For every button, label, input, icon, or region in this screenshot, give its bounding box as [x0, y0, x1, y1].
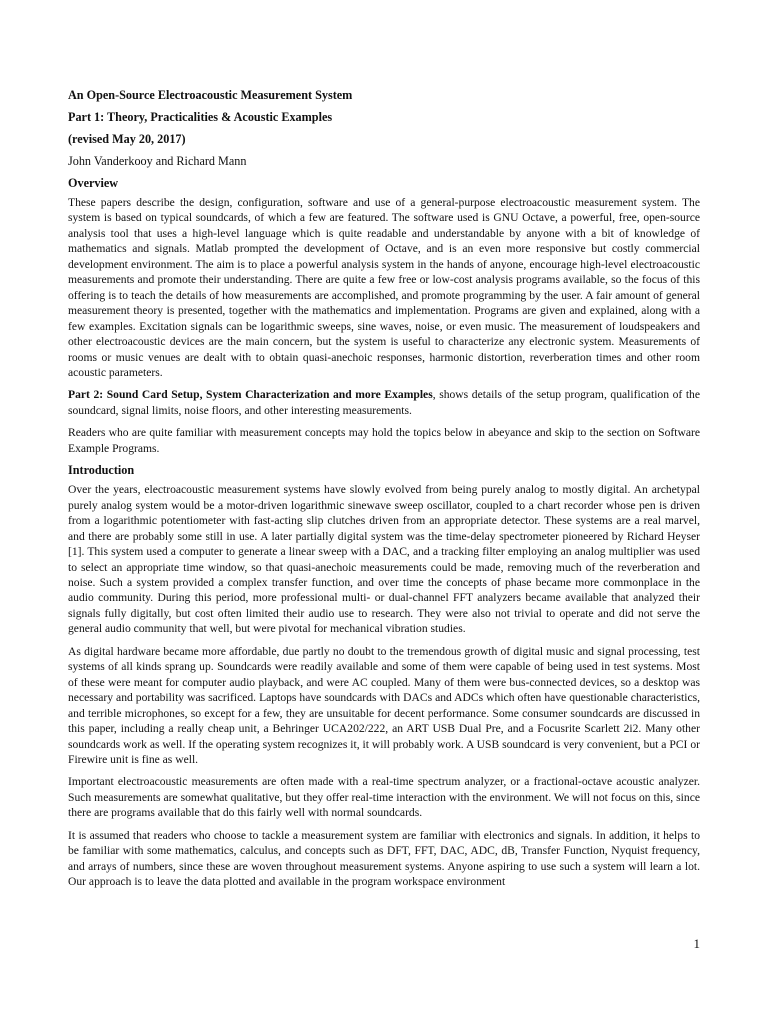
part2-lead-text: Part 2: Sound Card Setup, System Characterization and more Examples [68, 388, 433, 402]
document-page [68, 88, 700, 897]
revision-date: (revised May 20, 2017) [68, 132, 186, 146]
introduction-heading: Introduction [68, 463, 135, 478]
introduction-paragraph-1: Over the years, electroacoustic measurement systems have slowly evolved from being purely analog to mostly digital. An archetypal purely analog system would be a motor-driven logarithmic sinewave sweep oscillator, coupled to a chart recorder whose pen is driven from a logarithmic potentiometer with fast-acting slip clutches driven from an appropriate detector. These systems are a real marvel, and there are probably some still in use. A later partially digital system was the time-delay spectrometer pioneered by Richard Heyser [1]. This system used a computer to generate a linear sweep with a DAC, and a tracking filter employing an analog multiplier was used to select an appropriate time window, so that quasi-anechoic measurements could be made, removing much of the reverberation and noise. Such a system provided a complex transfer function, and over time the concepts of phase became more commonplace in the audio community. During this period, more professional multi- or dual-channel FFT analyzers became available that analyzed their signals fully digitally, but cost often limited their audio use to research. They were also not trivial to operate and did not serve the general audio community that well, but were pivotal for mechanical vibration studies. [68, 483, 700, 636]
part2-rest-text: , shows details of the setup program, qualification of the soundcard, signal limits, noise floors, and other interesting measurements. [68, 388, 701, 417]
document-title: An Open-Source Electroacoustic Measurement System [68, 88, 353, 102]
page-number: 1 [693, 936, 700, 951]
overview-paragraph-2 [68, 387, 700, 418]
overview-heading: Overview [68, 176, 119, 190]
overview-paragraph-3: Readers who are quite familiar with measurement concepts may hold the topics below in abeyance and skip to the section on Software Example Programs. [68, 426, 700, 455]
introduction-paragraph-2: As digital hardware became more affordable, due partly no doubt to the tremendous growth of digital music and signal processing, test systems of all kinds sprang up. Soundcards were readily available and some of them were capable of being used in test systems. Most of these were meant for computer audio playback, and were AC coupled. Many of them were bus-connected devices, so a desktop was necessary and portability was sacrificed. Laptops have soundcards with DACs and ADCs which often have questionable characteristics, and terrible microphones, so except for a few, they are unsuitable for decent performance. Some consumer soundcards are discussed in this paper, including a really cheap unit, a Behringer UCA202/222, an ART USB Dual Pre, and a Focusrite Scarlett 2i2. Many other soundcards work as well. If the operating system recognizes it, it will probably work. A USB soundcard is very convenient, but a PCI or Firewire unit is fine as well. [68, 644, 700, 766]
author-line: John Vanderkooy and Richard Mann [68, 154, 247, 168]
introduction-paragraph-3: Important electroacoustic measurements are often made with a real-time spectrum analyzer, or a fractional-octave acoustic analyzer. Such measurements are somewhat qualitative, but they offer real-time interaction with the environment. We will not focus on this, since there are programs available that do this fairly well with normal soundcards. [68, 775, 700, 820]
overview-paragraph-1: These papers describe the design, configuration, software and use of a general-purpose electroacoustic measurement system. The system is based on typical soundcards, of which a few are featured. The software used is GNU Octave, a powerful, free, open-source analysis tool that uses a high-level language which is quite readable and understandable by anyone with a bit of knowledge of mathematics and signals. Matlab prompted the development of Octave, and is an even more responsive but costly commercial development environment. The aim is to place a powerful analysis system in the hands of anyone, encourage high-level electroacoustic measurements and promote their understanding. There are quite a few free or low-cost analysis programs available, so the focus of this offering is to teach the details of how measurements are accomplished, and promote programming by the user. A fair amount of general measurement theory is presented, together with the mathematics and implementation. Programs are given and explained, along with a few examples. Excitation signals can be logarithmic sweeps, sine waves, noise, or even music. The measurement of loudspeakers and other electroacoustic devices are the main concern, but the system is useful to characterize any electronic system. Measurements of rooms or music venues are dealt with to obtain quasi-anechoic responses, harmonic distortion, reverberation times and other room acoustic parameters. [68, 196, 700, 379]
document-part-title: Part 1: Theory, Practicalities & Acoustic Examples [68, 110, 333, 124]
introduction-paragraph-4: It is assumed that readers who choose to tackle a measurement system are familiar with electronics and signals. In addition, it helps to be familiar with some mathematics, calculus, and concepts such as DFT, FFT, DAC, ADC, dB, Transfer Function, Nyquist frequency, and arrays of numbers, since these are woven throughout measurement systems. Anyone aspiring to use such a system will learn a lot. Our approach is to leave the data plotted and available in the program workspace environment [68, 828, 700, 889]
